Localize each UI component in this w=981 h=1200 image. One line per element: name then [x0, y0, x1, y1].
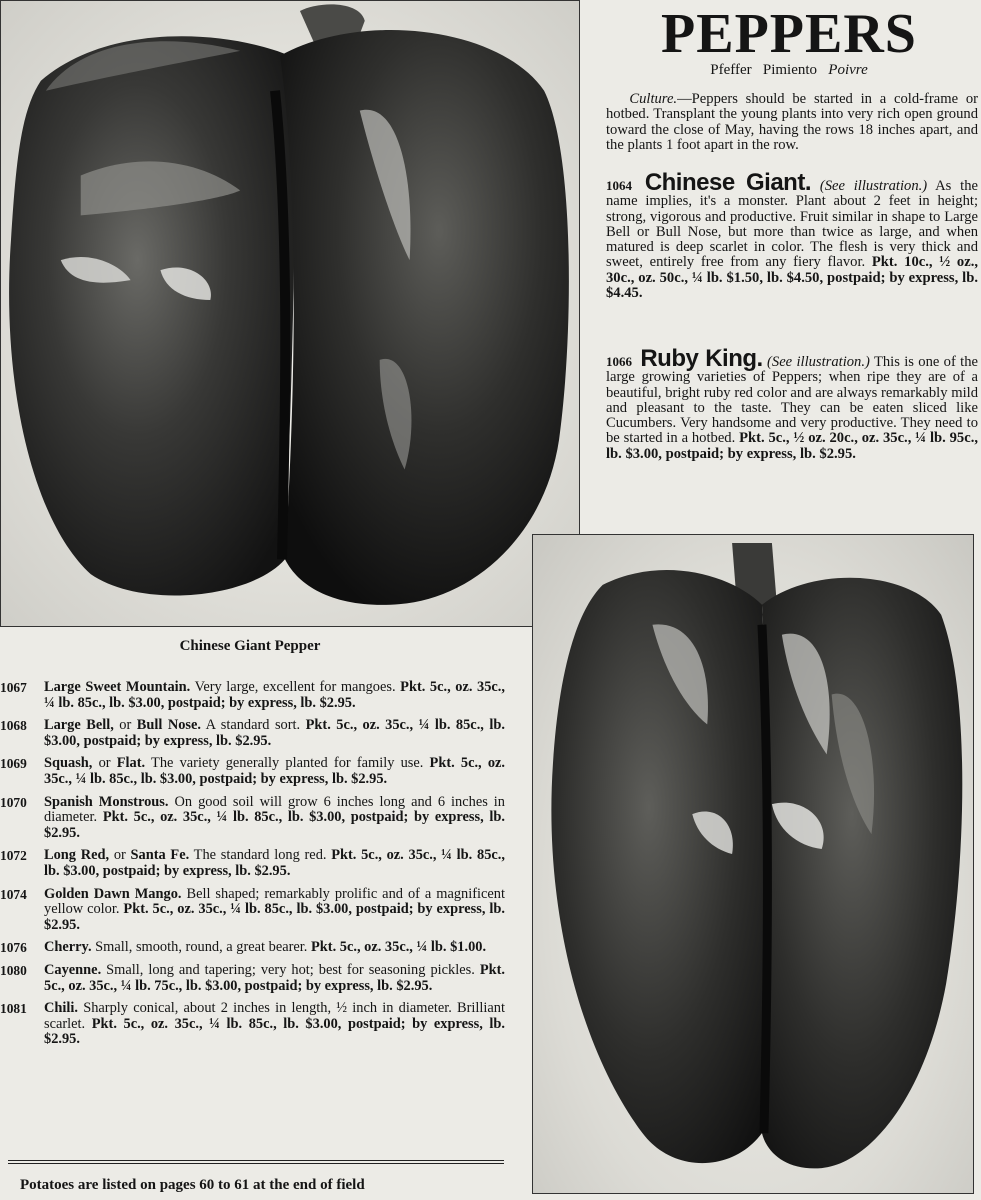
item-prices: Pkt. 5c., oz. 35c., ¼ lb. 85c., lb. $3.00, postpaid; by express, lb. $2.95. — [44, 755, 505, 787]
item-prices: Pkt. 5c., oz. 35c., ¼ lb. 85c., lb. $3.00, postpaid; by express, lb. $2.95. — [44, 847, 505, 879]
item-number: 1074 — [0, 886, 27, 902]
photo-caption: Chinese Giant Pepper — [179, 638, 321, 654]
list-item — [0, 963, 505, 994]
item-description: Small, smooth, round, a great bearer. — [95, 939, 308, 956]
entry-name: Chinese Giant. — [644, 169, 812, 196]
culture-label: Culture. — [629, 91, 678, 107]
item-alt-name: Santa Fe. — [130, 847, 190, 864]
entry-description: This is one of the large growing varieties of Peppers; when ripe they are of a beautiful, bright ruby red color and are always remarkably mild and pleasant to the taste. They can be eaten sliced like Cucumbers. Very handsome and very productive. They need to be started in a hotbed. — [606, 354, 978, 447]
item-prices: Pkt. 5c., oz. 35c., ¼ lb. 85c., lb. $3.00, postpaid; by express, lb. $2.95. — [44, 901, 505, 933]
item-description: A standard sort. — [205, 717, 301, 734]
item-name: Squash, — [44, 755, 93, 772]
item-name: Large Bell, — [44, 717, 114, 734]
item-description: The standard long red. — [193, 847, 327, 864]
entry-description: As the name implies, it's a monster. Plant about 2 feet in height; strong, vigorous and productive. Fruit similar in shape to Large Bell or Bull Nose, but more than twice as large, and when matured is deep scarlet in color. The flesh is very thick and sweet, entirely free from any fiery flavor. — [606, 178, 978, 271]
ruby-king-pepper-photo — [532, 534, 974, 1194]
item-number: 1072 — [0, 848, 27, 864]
item-alt-name: Bull Nose. — [136, 717, 201, 734]
footer-note: Potatoes are listed on pages 60 to 61 at the end of field — [20, 1177, 365, 1193]
list-item — [0, 887, 505, 934]
chinese-giant-pepper-photo — [0, 0, 580, 627]
item-prices: Pkt. 5c., oz. 35c., ¼ lb. 85c., lb. $3.00, postpaid; by express, lb. $2.95. — [44, 717, 505, 749]
pepper-translations — [600, 62, 978, 79]
varieties-list — [0, 680, 505, 1055]
item-name: Long Red, — [44, 847, 110, 864]
item-alt-prefix: or — [113, 847, 126, 864]
item-name: Large Sweet Mountain. — [44, 679, 191, 695]
list-item — [0, 718, 505, 749]
list-item — [0, 940, 505, 956]
item-name: Golden Dawn Mango. — [44, 885, 182, 902]
german-name: Pfeffer — [710, 62, 752, 78]
list-item — [0, 756, 505, 787]
item-alt-prefix: or — [119, 717, 132, 734]
item-description: The variety generally planted for family use. — [151, 755, 424, 772]
item-name: Cayenne. — [44, 961, 102, 978]
list-item — [0, 795, 505, 842]
entry-prices: Pkt. 5c., ½ oz. 20c., oz. 35c., ¼ lb. 95c., lb. $3.00, postpaid; by express, lb. $2.95. — [606, 430, 979, 462]
item-description: Sharply conical, about 2 inches in length, ½ inch in diameter. Brilliant scarlet. — [44, 1000, 505, 1032]
item-prices: Pkt. 5c., oz. 35c., ¼ lb. 75c., lb. $3.00, postpaid; by express, lb. $2.95. — [44, 961, 505, 994]
list-item — [0, 1001, 505, 1048]
item-prices: Pkt. 5c., oz. 35c., ¼ lb. 85c., lb. $3.00, postpaid; by express, lb. $2.95. — [44, 1015, 505, 1048]
item-description: Very large, excellent for mangoes. — [194, 679, 396, 695]
section-divider — [8, 1160, 504, 1164]
entry-number: 1066 — [606, 354, 632, 369]
entry-number: 1064 — [606, 178, 632, 193]
culture-paragraph — [606, 92, 978, 153]
item-prices: Pkt. 5c., oz. 35c., ¼ lb. 85c., lb. $3.00, postpaid; by express, lb. $2.95. — [44, 679, 505, 711]
item-alt-prefix: or — [98, 755, 111, 772]
ruby-king-pepper-illustration — [533, 535, 973, 1193]
list-item — [0, 680, 505, 711]
list-item — [0, 848, 505, 879]
item-number: 1080 — [0, 962, 27, 978]
entry-chinese-giant — [606, 169, 978, 302]
spanish-name: Pimiento — [762, 62, 818, 78]
item-number: 1076 — [0, 940, 27, 956]
item-number: 1067 — [0, 680, 27, 695]
item-number: 1081 — [0, 1001, 27, 1017]
item-name: Chili. — [44, 1000, 78, 1017]
item-description: Bell shaped; remarkably prolific and of a magnificent yellow color. — [44, 885, 505, 918]
entry-note: (See illustration.) — [819, 178, 928, 194]
item-number: 1068 — [0, 718, 27, 734]
entry-note: (See illustration.) — [767, 354, 870, 370]
item-prices: Pkt. 5c., oz. 35c., ¼ lb. $1.00. — [311, 939, 487, 956]
chinese-giant-pepper-illustration — [1, 1, 579, 626]
entry-name: Ruby King. — [640, 345, 763, 372]
entry-prices: Pkt. 10c., ½ oz., 30c., oz. 50c., ¼ lb. $1.50, lb. $4.50, postpaid; by express, lb. $4.45. — [606, 254, 978, 302]
item-number: 1069 — [0, 756, 27, 772]
page-title: PEPPERS — [661, 3, 917, 65]
item-prices: Pkt. 5c., oz. 35c., ¼ lb. 85c., lb. $3.00, postpaid; by express, lb. $2.95. — [44, 809, 505, 841]
french-name: Poivre — [828, 62, 868, 78]
item-description: Small, long and tapering; very hot; best for seasoning pickles. — [106, 961, 475, 978]
item-alt-name: Flat. — [116, 755, 146, 772]
item-description: On good soil will grow 6 inches long and 6 inches in diameter. — [44, 793, 505, 826]
item-number: 1070 — [0, 794, 27, 810]
entry-ruby-king — [606, 345, 979, 462]
item-name: Spanish Monstrous. — [44, 793, 169, 810]
item-name: Cherry. — [44, 939, 92, 956]
culture-text: —Peppers should be started in a cold-frame or hotbed. Transplant the young plants into very rich open ground toward the close of May, having the rows 18 inches apart, and the plants 1 foot apart in the row. — [606, 91, 978, 153]
